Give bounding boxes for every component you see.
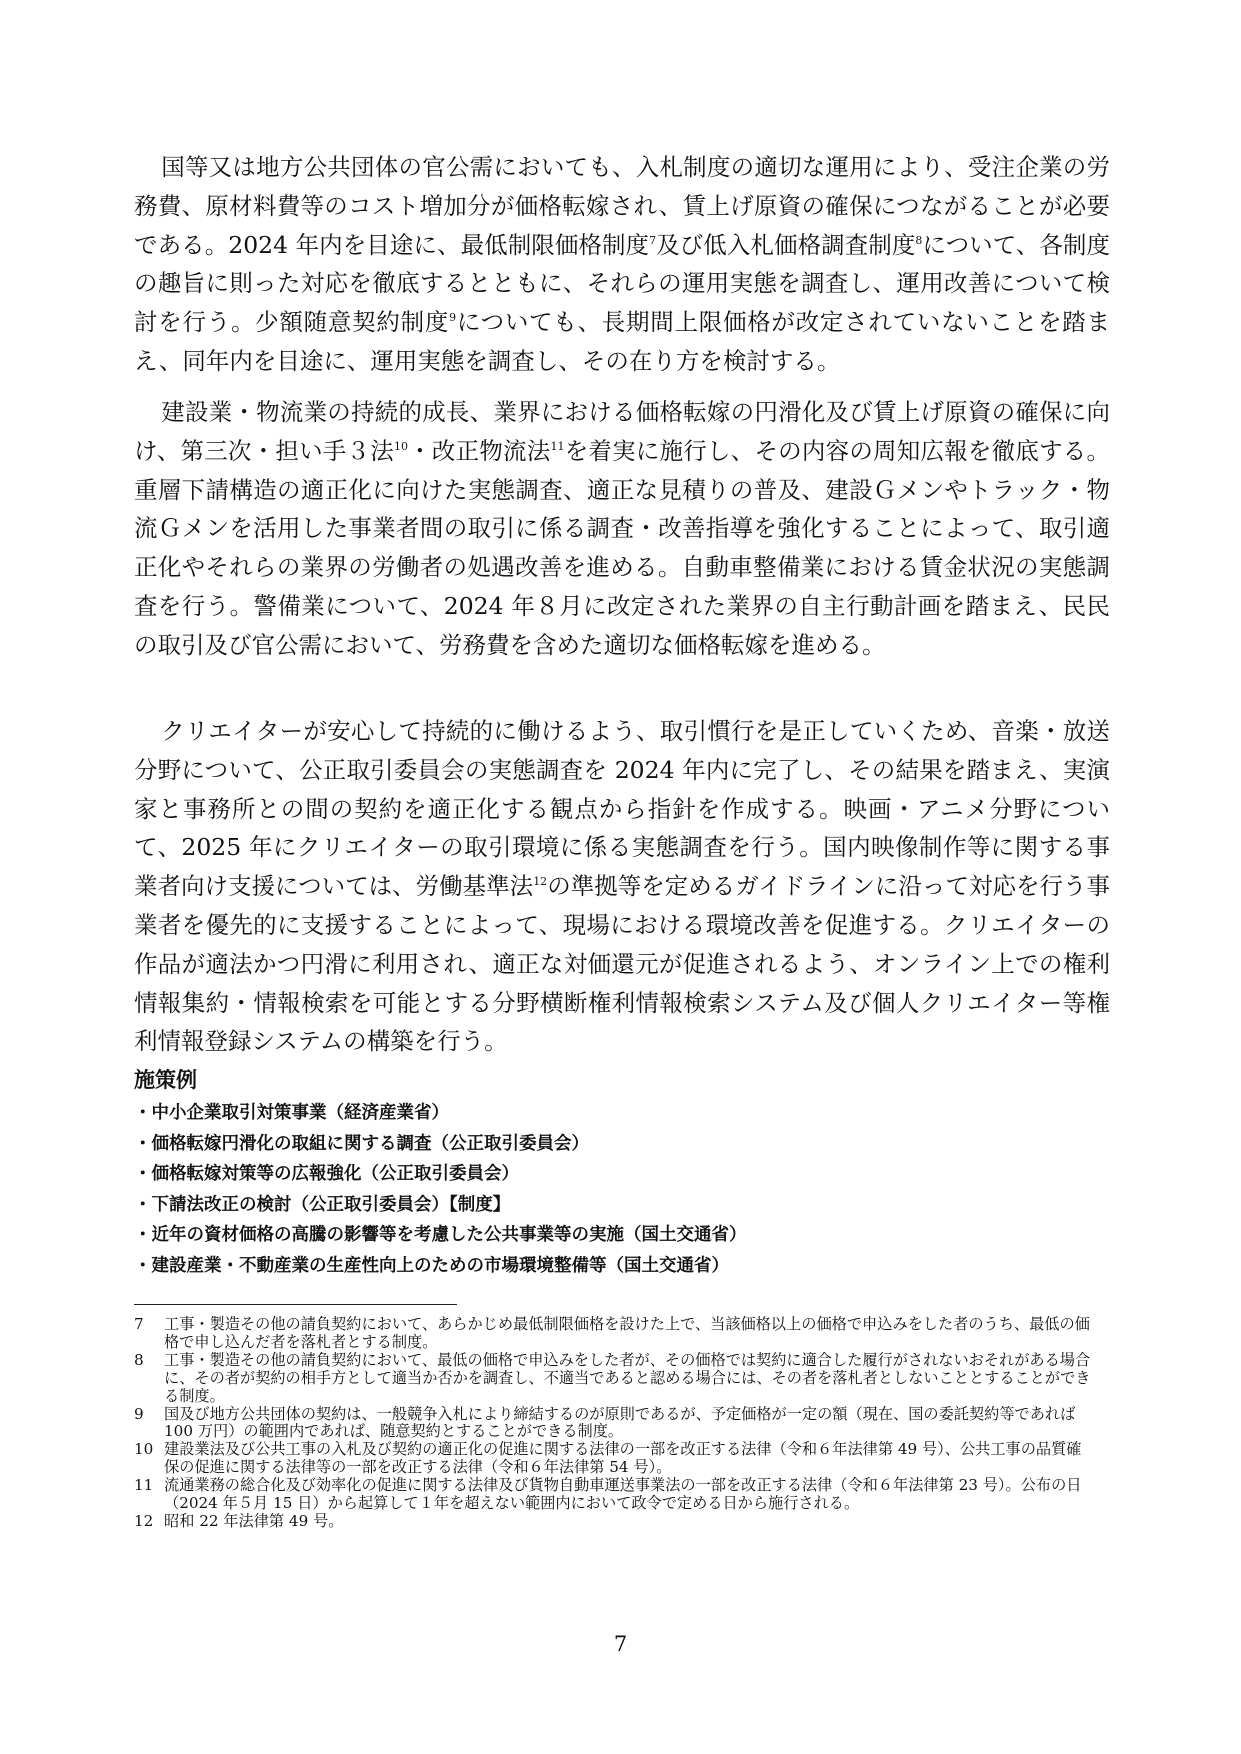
footnote-text: 流通業務の総合化及び効率化の促進に関する法律及び貨物自動車運送事業法の一部を改正する法律（令和６年法律第 23 号）。公布の日（2024 年５月 15 日）から起算して１年を超えない範囲内において政令で定める日から施行される。: [164, 1476, 1082, 1513]
paragraph-text: ・改正物流法: [407, 436, 551, 465]
footnote-ref-12[interactable]: 12: [533, 875, 548, 889]
footnote-text: 工事・製造その他の請負契約において、あらかじめ最低制限価格を設けた上で、当該価格以上の価格で申込みをした者のうち、最低の価格で申し込んだ者を落札者とする制度。: [164, 1315, 1090, 1351]
list-item: ・近年の資材価格の高騰の影響等を考慮した公共事業等の実施（国土交通省）: [134, 1225, 747, 1245]
footnote-12: [134, 1513, 1094, 1531]
footnote-7: [134, 1316, 1094, 1352]
footnote-text: 昭和 22 年法律第 49 号。: [164, 1511, 344, 1530]
footnote-number: 12: [134, 1511, 154, 1530]
paragraph-text: 建設業・物流業の持続的成長、業界における価格転嫁の円滑化及び賃上げ原資の確保に向け、第三次・担い手３法: [134, 398, 1110, 465]
measures-heading: 施策例: [134, 1068, 197, 1092]
footnote-8: [134, 1352, 1094, 1406]
footnote-ref-10[interactable]: 10: [393, 439, 408, 453]
paragraph-text: を着実に施行し、その内容の周知広報を徹底する。重層下請構造の適正化に向けた実態調査、適正な見積りの普及、建設Ｇメンやトラック・物流Ｇメンを活用した事業者間の取引に係る調査・改善指導を強化することによって、取引適正化やそれらの業界の労働者の処遇改善を進める。自動車整備業における賃金状況の実態調査を行う。警備業について、2024 年８月に改定された業界の自主行動計画を踏まえ、民民の取引及び官公需において、労務費を含めた適切な価格転嫁を進める。: [134, 436, 1111, 659]
footnote-ref-9[interactable]: 9: [449, 311, 457, 325]
paragraph-text: クリエイターが安心して持続的に働けるよう、取引慣行を是正していくため、音楽・放送分野について、公正取引委員会の実態調査を 2024 年内に完了し、その結果を踏まえ、実演家と事務所との間の契約を適正化する観点から指針を作成する。映画・アニメ分野について、2025 年にクリエイターの取引環境に係る実態調査を行う。国内映像制作等に関する事業者向け支援については、労働基準法: [134, 717, 1110, 901]
measures-list: [134, 1098, 1114, 1281]
list-item: ・建設産業・不動産業の生産性向上のための市場環境整備等（国土交通省）: [134, 1255, 729, 1276]
list-item: ・価格転嫁円滑化の取組に関する調査（公正取引委員会）: [134, 1133, 589, 1154]
footnote-9: [134, 1406, 1094, 1442]
footnote-number: 11: [134, 1476, 154, 1495]
paragraph-text: 国等又は地方公共団体の官公需においても、入札制度の適切な運用により、受注企業の労務費、原材料費等のコスト増加分が価格転嫁され、賃上げ原資の確保につながることが必要である。2024 年内を目途に、最低制限価格制度: [134, 153, 1110, 259]
paragraph-creators: [134, 712, 1110, 1061]
footnote-ref-8[interactable]: 8: [915, 233, 923, 247]
page-number: 7: [613, 1632, 628, 1656]
footnote-10: [134, 1441, 1094, 1477]
footnote-ref-7[interactable]: 7: [649, 233, 657, 247]
footnote-number: 7: [134, 1315, 144, 1333]
footnotes-list: [134, 1316, 1094, 1531]
footnote-text: 国及び地方公共団体の契約は、一般競争入札により締結するのが原則であるが、予定価格が一定の額（現在、国の委託契約等であれば 100 万円）の範囲内であれば、随意契約とすることができる制度。: [164, 1404, 1076, 1441]
footnote-number: 8: [134, 1350, 144, 1369]
footnote-text: 工事・製造その他の請負契約において、最低の価格で申込みをした者が、その価格では契約に適合した履行がされないおそれがある場合に、その者が契約の相手方として適当か否かを調査し、不適当であると認める場合には、その者を落札者としないこととすることができる制度。: [164, 1350, 1091, 1405]
paragraph-public-procurement: [134, 148, 1110, 381]
list-item: ・中小企業取引対策事業（経済産業省）: [134, 1103, 449, 1123]
footnote-number: 10: [134, 1440, 154, 1459]
footnote-text: 建設業法及び公共工事の入札及び契約の適正化の促進に関する法律の一部を改正する法律（令和６年法律第 49 号）、公共工事の品質確保の促進に関する法律等の一部を改正する法律（令和６年法律第 54 号）。: [164, 1440, 1082, 1477]
footnote-11: [134, 1477, 1094, 1513]
paragraph-text: について、各制度の趣旨に則った対応を徹底するとともに、それらの運用実態を調査し、運用改善について検討を行う。少額随意契約制度: [134, 230, 1110, 337]
footnote-divider: [134, 1304, 457, 1305]
list-item: ・価格転嫁対策等の広報強化（公正取引委員会）: [134, 1164, 519, 1184]
footnote-number: 9: [134, 1404, 144, 1423]
paragraph-text: についても、長期間上限価格が改定されていないことを踏まえ、同年内を目途に、運用実態を調査し、その在り方を検討する。: [134, 308, 1110, 375]
paragraph-construction-logistics: [134, 393, 1110, 665]
paragraph-text: 及び低入札価格調査制度: [656, 230, 916, 259]
list-item: ・下請法改正の検討（公正取引委員会）【制度】: [134, 1194, 511, 1215]
footnote-ref-11[interactable]: 11: [550, 439, 565, 453]
paragraph-text: の準拠等を定めるガイドラインに沿って対応を行う事業者を優先的に支援することによって、現場における環境改善を促進する。クリエイターの作品が適法かつ円滑に利用され、適正な対価還元が促進されるよう、オンライン上での権利情報集約・情報検索を可能とする分野横断権利情報検索システム及び個人クリエイター等権利情報登録システムの構築を行う。: [134, 872, 1110, 1056]
